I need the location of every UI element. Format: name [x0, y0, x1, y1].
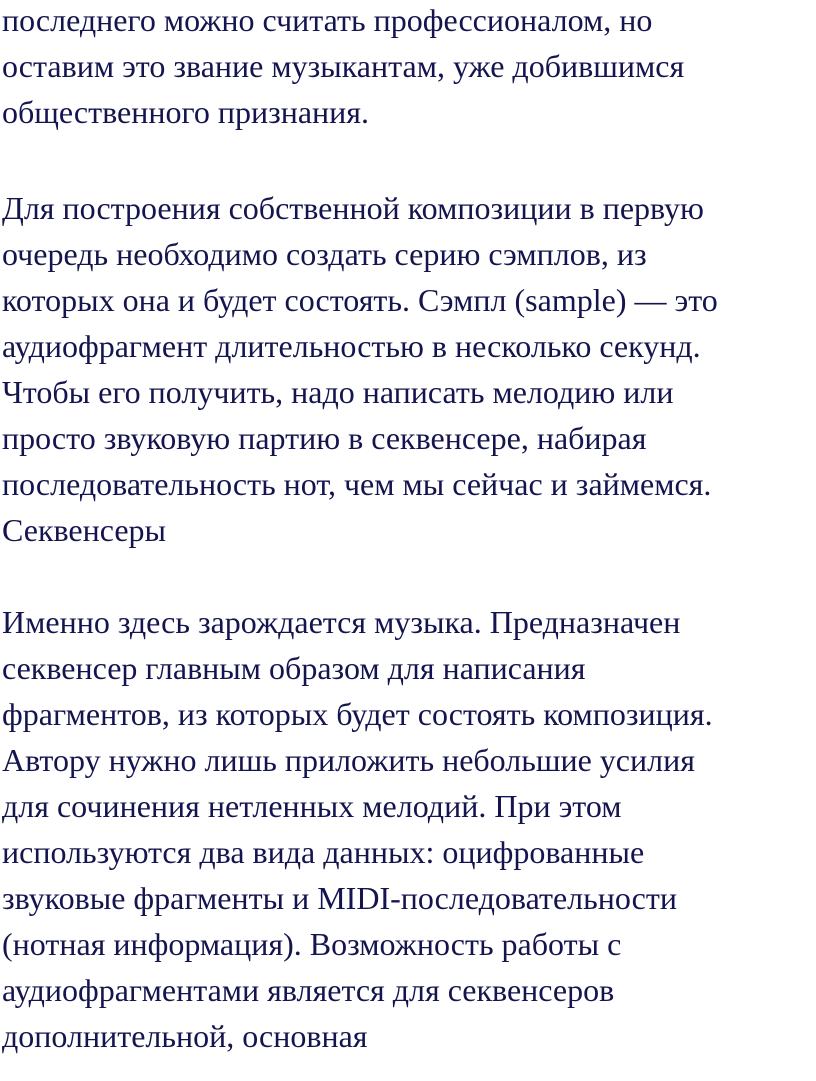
paragraph-3-line-9: аудиофрагментами является для секвенсеров: [2, 972, 615, 1008]
paragraph-3-line-2: секвенсер главным образом для написания: [2, 650, 586, 686]
paragraph-3-line-5: для сочинения нетленных мелодий. При этом: [2, 788, 622, 824]
paragraph-2-line-2: очередь необходимо создать серию сэмплов, из: [2, 236, 647, 272]
paragraph-2-line-5: Чтобы его получить, надо написать мелодию или: [2, 374, 674, 410]
paragraph-3-line-6: используются два вида данных: оцифрованные: [2, 834, 645, 870]
paragraph-1-line-3: общественного признания.: [2, 94, 369, 130]
paragraph-1-line-1: последнего можно считать профессионалом, но: [2, 2, 653, 38]
paragraph-2-line-6: просто звуковую партию в секвенсере, набирая: [2, 420, 647, 456]
paragraph-3-line-4: Автору нужно лишь приложить небольшие усилия: [2, 742, 695, 778]
paragraph-2-line-7: последовательность нот, чем мы сейчас и займемся.: [2, 466, 712, 502]
paragraph-3-line-10: дополнительной, основная: [2, 1018, 368, 1054]
paragraph-2-line-3: которых она и будет состоять. Сэмпл (sample) — это: [2, 282, 718, 318]
paragraph-1-line-2: оставим это звание музыкантам, уже добившимся: [2, 48, 685, 84]
paragraph-2-line-4: аудиофрагмент длительностью в несколько секунд.: [2, 328, 701, 364]
paragraph-3-line-8: (нотная информация). Возможность работы с: [2, 926, 622, 962]
paragraph-3-line-3: фрагментов, из которых будет состоять композиция.: [2, 696, 713, 732]
paragraph-3-line-1: Именно здесь зарождается музыка. Предназначен: [2, 604, 681, 640]
paragraph-3-line-7: звуковые фрагменты и MIDI-последовательности: [2, 880, 677, 916]
paragraph-2-line-1: Для построения собственной композиции в первую: [2, 190, 704, 226]
section-heading-sequencers: Секвенсеры: [2, 512, 167, 548]
